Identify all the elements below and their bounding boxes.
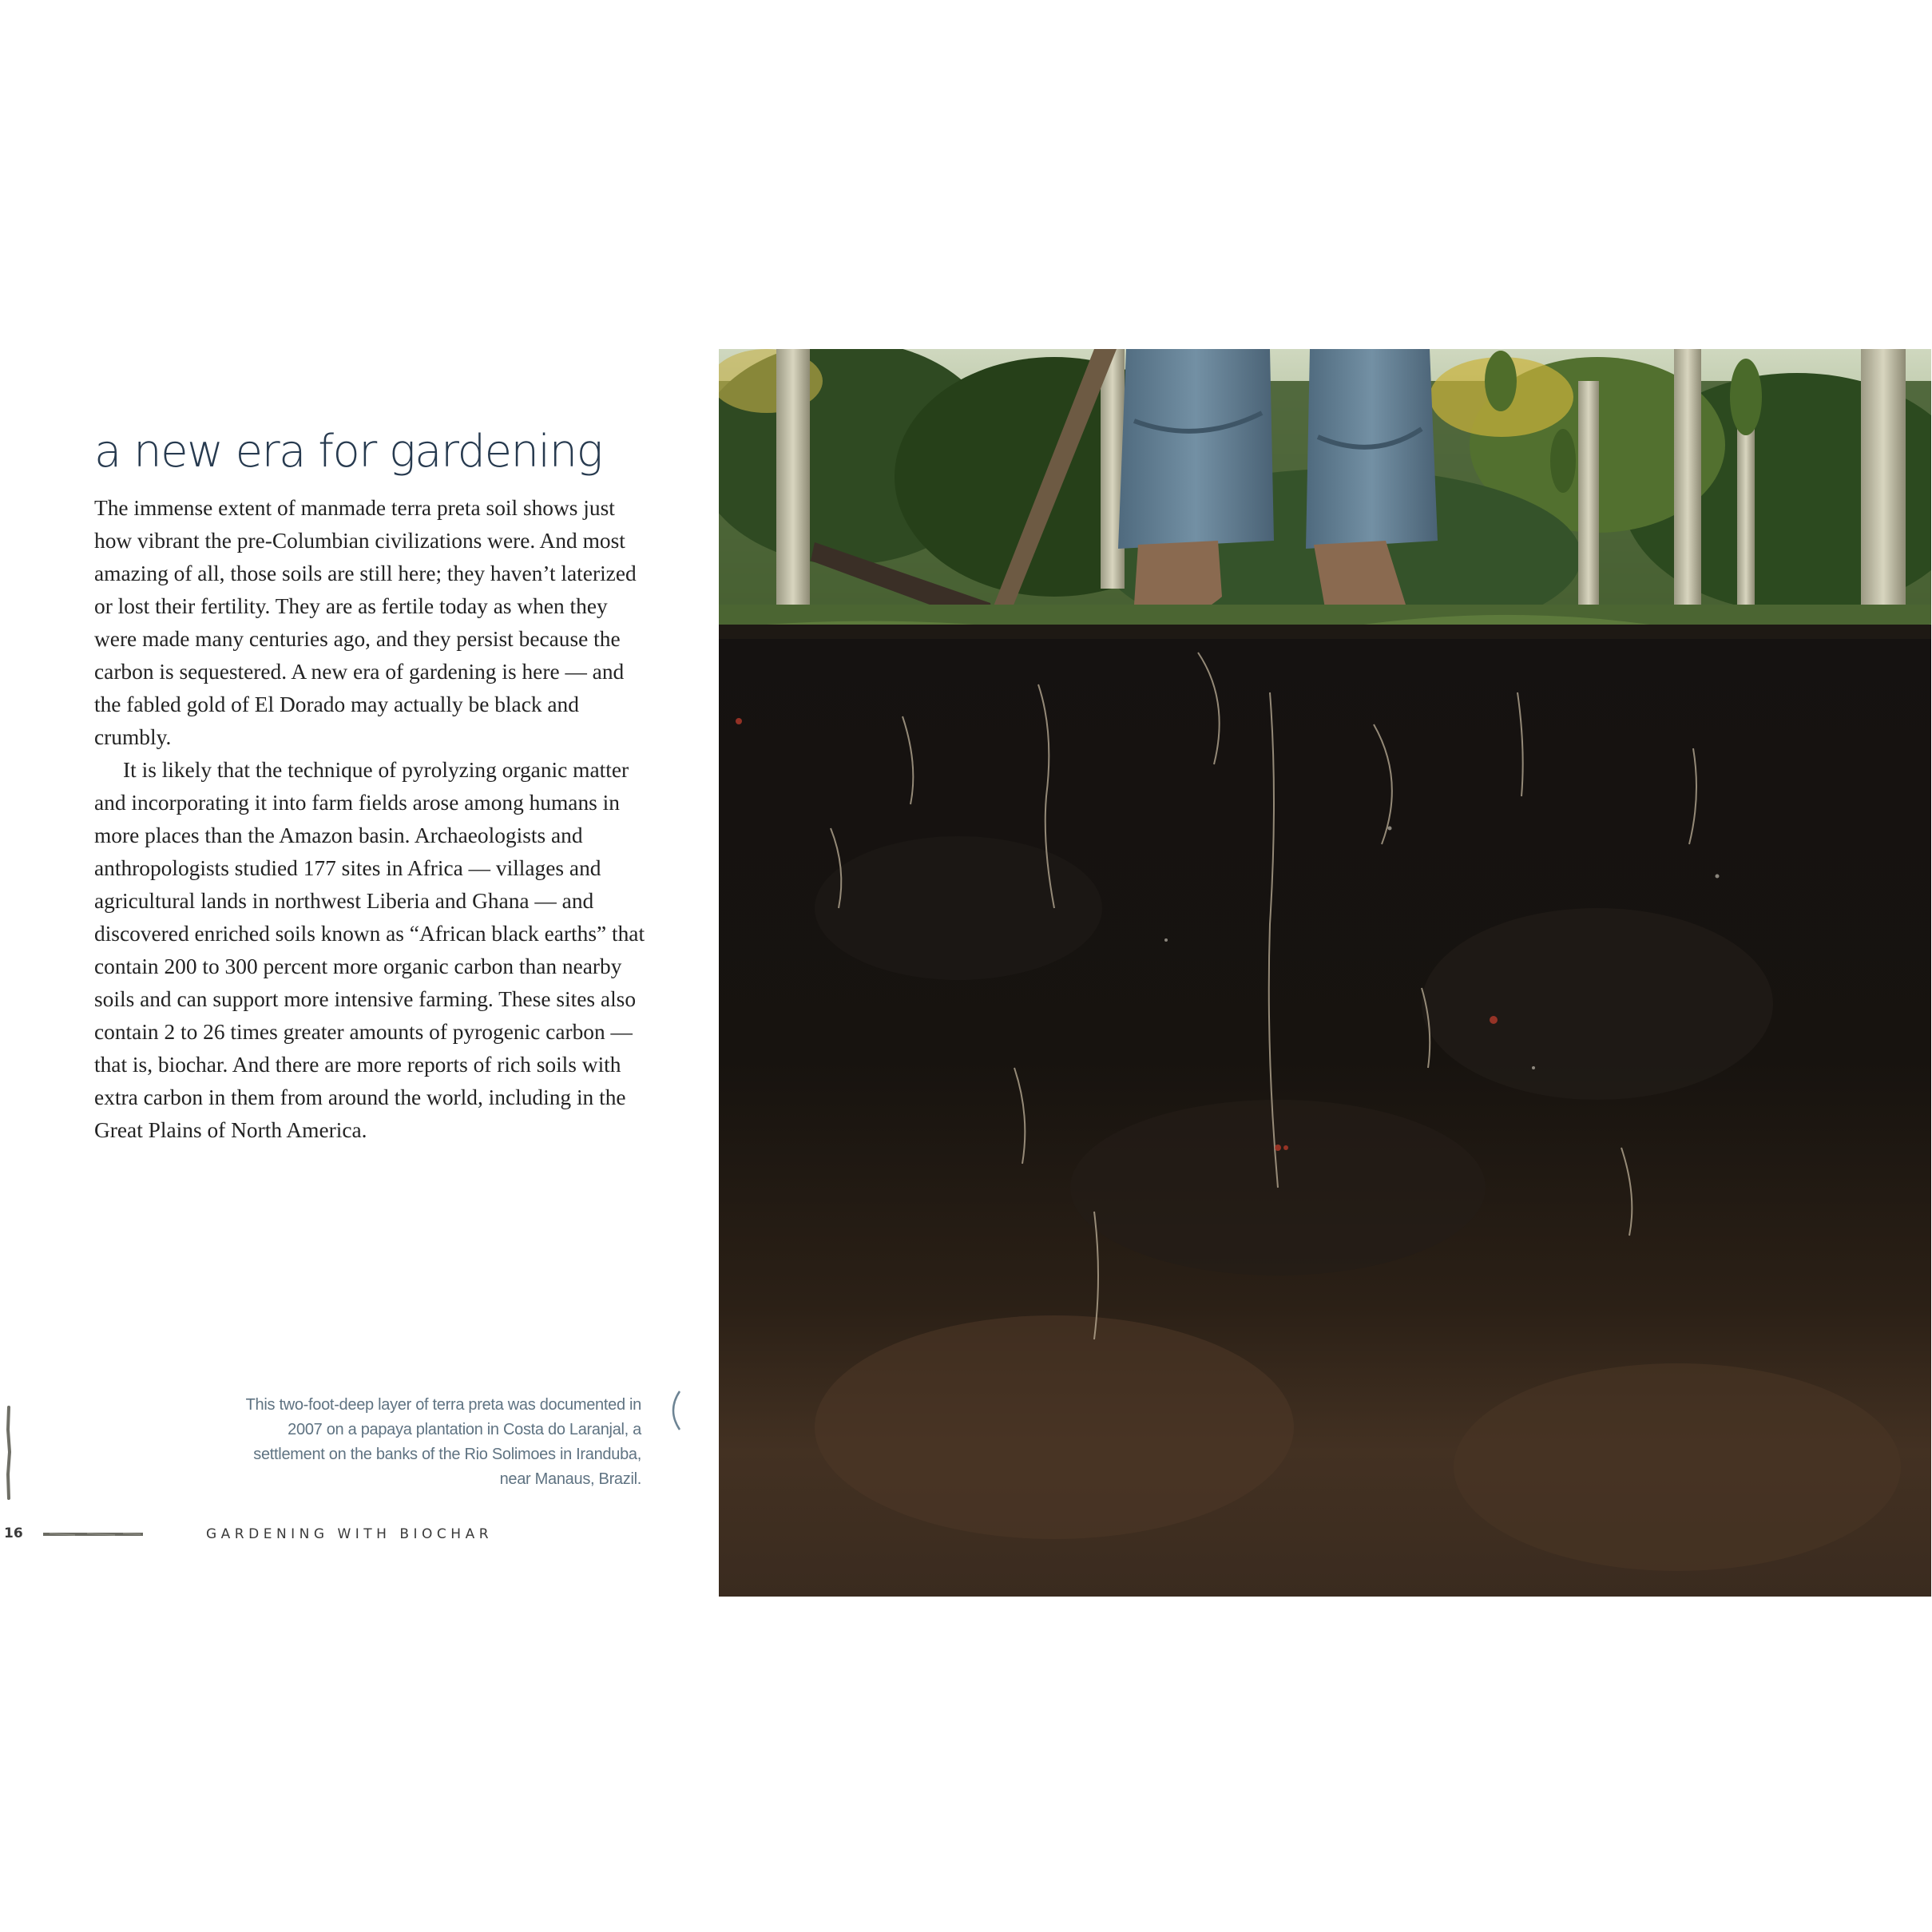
photo-caption: This two-foot-deep layer of terra preta was documented in 2007 on a papaya plantation in Costa do Laranjal, a settlement on the banks of the Rio Solimoes in Iranduba, near Manaus, Brazil. bbox=[245, 1396, 641, 1488]
body-paragraph: The immense extent of manmade terra preta soil shows just how vibrant the pre-Columbian civilizations were. And most amazing of all, those soils are still here; they haven’t laterized or lost their fertility. They are as fertile today as when they were made many centuries ago, and they persist because the carbon is sequestered. A new era of gardening is here — and the fabled gold of El Dorado may actually be black and crumbly. bbox=[94, 496, 637, 749]
margin-marker-icon bbox=[5, 1406, 13, 1500]
soil-photo-illustration bbox=[719, 349, 1931, 1597]
body-paragraph: It is likely that the technique of pyrolyzing organic matter and incorporating it into farm fields arose among humans in more places than the Amazon basin. Archaeologists and anthropologists studied 177 sites in Africa — villages and agricultural lands in northwest Liberia and Ghana — and discovered enriched soils known as “African black earths” that contain 200 to 300 percent more organic carbon than nearby soils and can support more intensive farming. These sites also contain 2 to 26 times greater amounts of pyrogenic carbon — that is, biochar. And there are more reports of rich soils with extra carbon in them from around the world, including in the Great Plains of North America. bbox=[94, 758, 645, 1142]
page-number: 16 bbox=[4, 1525, 23, 1541]
caption-bracket-icon bbox=[664, 1390, 682, 1431]
footer-rule-icon bbox=[43, 1531, 143, 1537]
section-heading: a new era for gardening bbox=[94, 426, 602, 478]
soil-profile-photo bbox=[719, 349, 1931, 1597]
running-head: GARDENING WITH BIOCHAR bbox=[206, 1526, 494, 1542]
body-text bbox=[94, 492, 645, 1147]
